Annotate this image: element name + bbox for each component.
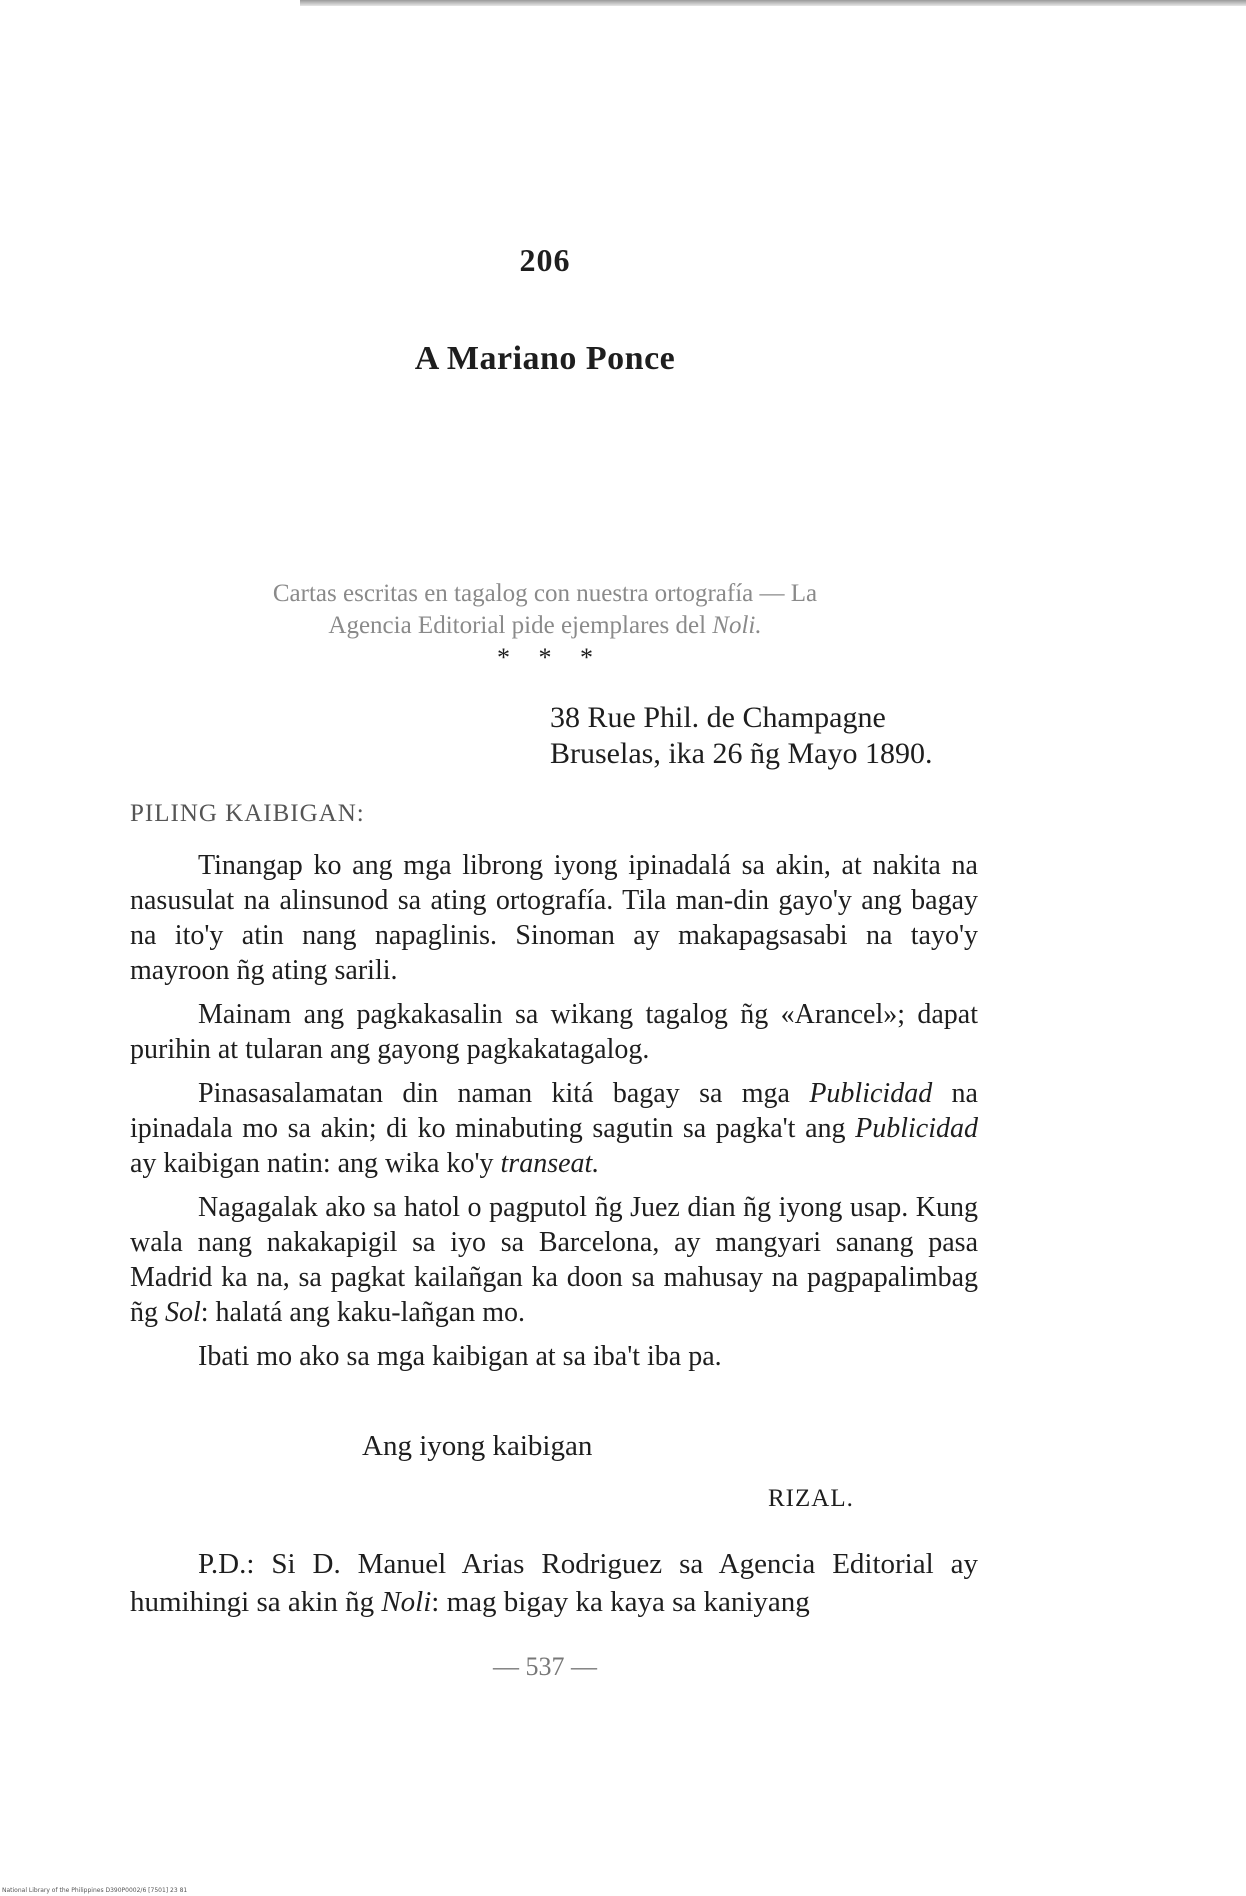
summary-line-1: Cartas escritas en tagalog con nuestra ortografía — La	[272, 580, 818, 607]
letter-title: A Mariano Ponce	[414, 340, 676, 377]
paragraph-4	[130, 1190, 978, 1330]
letter-body	[130, 848, 978, 1383]
letter-summary	[200, 578, 890, 642]
dateline	[550, 700, 980, 772]
dateline-address: 38 Rue Phil. de Champagne	[550, 701, 886, 734]
paragraph-3-text-b: na ipinadala mo sa akin; di ko minabuting sagutin sa pagka't ang	[130, 1078, 978, 1144]
scan-footer: National Library of the Philippines D390P0002/6 [7501] 23 81	[2, 1887, 188, 1894]
transeat-word: transeat.	[500, 1148, 600, 1179]
dateline-date: Bruselas, ika 26 ñg Mayo 1890.	[550, 737, 933, 770]
postscript-text-a: P.D.: Si D. Manuel Arias Rodriguez sa Agencia Editorial ay humihingi sa akin ñg	[130, 1548, 978, 1618]
page-number: 206	[519, 242, 571, 278]
summary-line-2-text: Agencia Editorial pide ejemplares del	[328, 612, 713, 639]
folio-number: — 537 —	[493, 1652, 597, 1681]
summary-noli-title: Noli.	[712, 612, 762, 639]
paragraph-3	[130, 1076, 978, 1181]
postscript	[130, 1545, 978, 1621]
top-scan-edge	[300, 0, 1246, 6]
postscript-noli-title: Noli	[381, 1586, 432, 1618]
sol-title: Sol	[165, 1297, 201, 1328]
paragraph-5: Ibati mo ako sa mga kaibigan at sa iba't iba pa.	[198, 1341, 722, 1372]
paragraph-3-text-c: ay kaibigan natin: ang wika ko'y	[130, 1148, 501, 1179]
paragraph-3-text-a: Pinasasalamatan din naman kitá bagay sa mga	[198, 1078, 810, 1109]
salutation: PILING KAIBIGAN:	[130, 800, 365, 827]
closing-line: Ang iyong kaibigan	[362, 1430, 593, 1462]
asterism-separator: * * *	[497, 643, 593, 672]
summary-line-2	[200, 610, 890, 642]
paragraph-2: Mainam ang pagkakasalin sa wikang tagalog ñg «Arancel»; dapat purihin at tularan ang gayong pagkakatagalog.	[130, 999, 978, 1065]
postscript-text-b: : mag bigay ka kaya sa kaniyang	[431, 1586, 810, 1618]
signature: RIZAL.	[768, 1485, 854, 1512]
paragraph-4-text-a: Nagagalak ako sa hatol o pagputol ñg Juez dian ñg iyong usap. Kung wala nang nakakapigil sa iyo sa Barcelona, ay mangyari sanang pasa Madrid ka na, sa pagkat kailañgan ka doon sa mahusay na pagpapalimbag ñg	[130, 1192, 978, 1328]
publicidad-title-2: Publicidad	[855, 1113, 978, 1144]
paragraph-1: Tinangap ko ang mga librong iyong ipinadalá sa akin, at nakita na nasusulat na alinsunod sa ating ortografía. Tila man-din gayo'y ang bagay na ito'y atin nang napaglinis. Sinoman ay makapagsasabi na tayo'y mayroon ñg ating sarili.	[130, 850, 978, 986]
publicidad-title-1: Publicidad	[809, 1078, 933, 1109]
paragraph-4-text-b: : halatá ang kaku-lañgan mo.	[200, 1297, 525, 1328]
